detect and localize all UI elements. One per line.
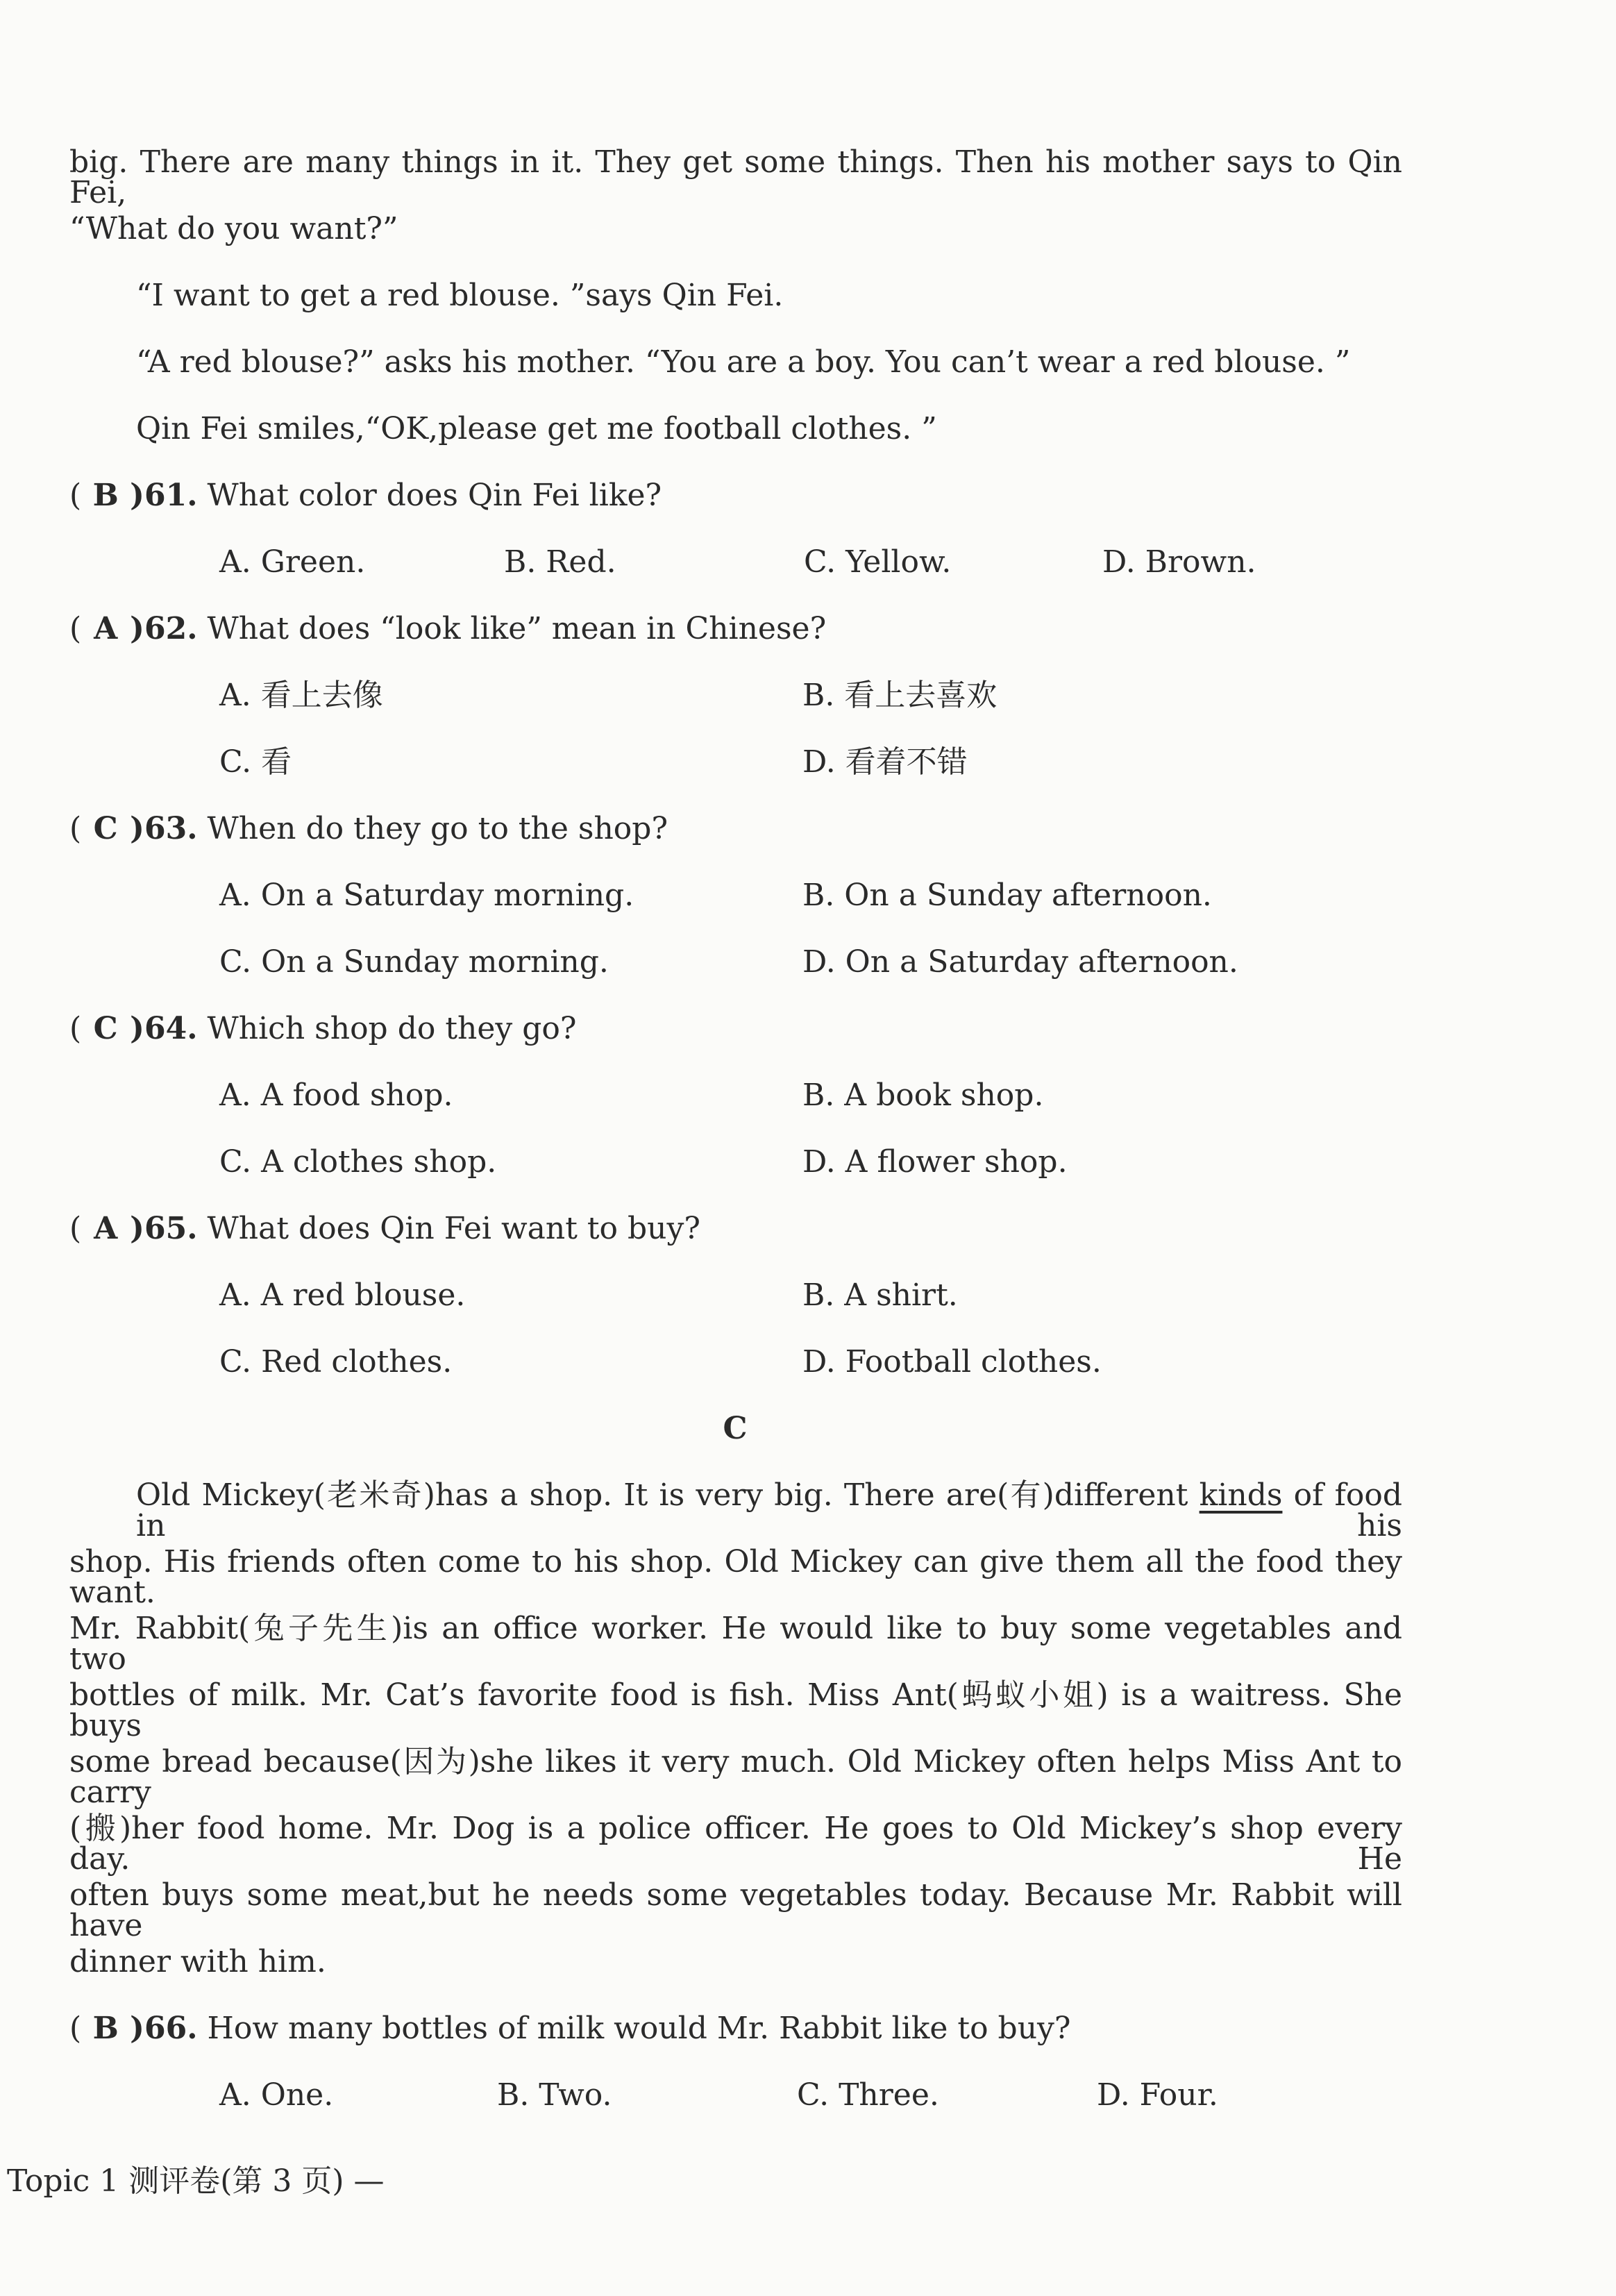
option-c: C. On a Sunday morning. [219, 944, 609, 980]
option-a: A. On a Saturday morning. [219, 878, 634, 913]
option-b: B. A shirt. [802, 1277, 958, 1313]
question-text: When do they go to the shop? [207, 811, 668, 846]
answer-62: A [94, 611, 118, 646]
question-text: What does Qin Fei want to buy? [207, 1211, 700, 1246]
passage-line: shop. His friends often come to his shop. Old Mickey can give them all the food they want. [69, 1544, 1402, 1610]
passage-text: Old Mickey(老米奇)has a shop. It is very big. There are(有)different [136, 1477, 1200, 1513]
option-d: D. Football clothes. [802, 1344, 1102, 1380]
question-number: )66. [130, 2011, 198, 2046]
question-number: )62. [130, 611, 198, 646]
question-number: )65. [130, 1211, 198, 1246]
passage-line: some bread because(因为)she likes it very much. Old Mickey often helps Miss Ant to carry [69, 1744, 1402, 1810]
option-b: B. 看上去喜欢 [802, 678, 998, 713]
answer-66: B [92, 2011, 119, 2046]
option-c: C. 看 [219, 744, 292, 780]
option-d: D. 看着不错 [802, 744, 968, 780]
option-c: C. Yellow. [804, 544, 952, 580]
question-number: )64. [130, 1011, 198, 1046]
option-b: B. On a Sunday afternoon. [802, 878, 1212, 913]
option-b: B. A book shop. [802, 1078, 1044, 1113]
passage-line: “I want to get a red blouse. ”says Qin Fei. [136, 278, 784, 313]
section-heading-c: C [723, 1411, 748, 1446]
option-d: D. Brown. [1102, 544, 1256, 580]
option-a: A. Green. [219, 544, 366, 580]
question-65: ( A )65. What does Qin Fei want to buy? [69, 1211, 700, 1246]
passage-text: of food in his [136, 1477, 1402, 1543]
option-b: B. Two. [497, 2077, 612, 2113]
question-text: How many bottles of milk would Mr. Rabbit like to buy? [207, 2011, 1071, 2046]
answer-61: B [92, 478, 119, 513]
question-text: What color does Qin Fei like? [207, 478, 662, 513]
passage-line: big. There are many things in it. They get some things. Then his mother says to Qin Fei, [69, 144, 1402, 210]
question-62: ( A )62. What does “look like” mean in Chinese? [69, 611, 827, 646]
option-d: D. Four. [1097, 2077, 1218, 2113]
question-64: ( C )64. Which shop do they go? [69, 1011, 577, 1046]
question-63: ( C )63. When do they go to the shop? [69, 811, 668, 846]
passage-line: bottles of milk. Mr. Cat’s favorite food is fish. Miss Ant(蚂蚁小姐) is a waitress. She buys [69, 1677, 1402, 1743]
answer-63: C [93, 811, 118, 846]
passage-line: “What do you want?” [69, 211, 398, 246]
passage-line: dinner with him. [69, 1944, 326, 1979]
option-d: D. A flower shop. [802, 1144, 1068, 1180]
question-number: )63. [130, 811, 198, 846]
passage-line [136, 1477, 1402, 1543]
question-text: What does “look like” mean in Chinese? [207, 611, 827, 646]
passage-line: Qin Fei smiles,“OK,please get me football clothes. ” [136, 411, 937, 446]
option-a: A. 看上去像 [219, 678, 383, 713]
passage-line: often buys some meat,but he needs some vegetables today. Because Mr. Rabbit will have [69, 1877, 1402, 1943]
option-d: D. On a Saturday afternoon. [802, 944, 1238, 980]
option-b: B. Red. [504, 544, 616, 580]
option-a: A. One. [219, 2077, 334, 2113]
option-c: C. A clothes shop. [219, 1144, 497, 1180]
passage-line: Mr. Rabbit(兔子先生)is an office worker. He would like to buy some vegetables and two [69, 1611, 1402, 1677]
option-c: C. Red clothes. [219, 1344, 453, 1380]
passage-line: (搬)her food home. Mr. Dog is a police officer. He goes to Old Mickey’s shop every day. He [69, 1811, 1402, 1877]
underlined-word-kinds: kinds [1199, 1477, 1283, 1513]
answer-65: A [94, 1211, 118, 1246]
option-a: A. A red blouse. [219, 1277, 466, 1313]
option-a: A. A food shop. [219, 1078, 453, 1113]
question-61: ( B )61. What color does Qin Fei like? [69, 478, 662, 513]
question-text: Which shop do they go? [207, 1011, 577, 1046]
question-66: ( B )66. How many bottles of milk would Mr. Rabbit like to buy? [69, 2011, 1071, 2046]
option-c: C. Three. [797, 2077, 939, 2113]
answer-64: C [93, 1011, 118, 1046]
question-number: )61. [130, 478, 198, 513]
passage-line: “A red blouse?” asks his mother. “You are a boy. You can’t wear a red blouse. ” [136, 344, 1351, 380]
page-footer: Topic 1 测评卷(第 3 页) — [7, 2163, 385, 2199]
